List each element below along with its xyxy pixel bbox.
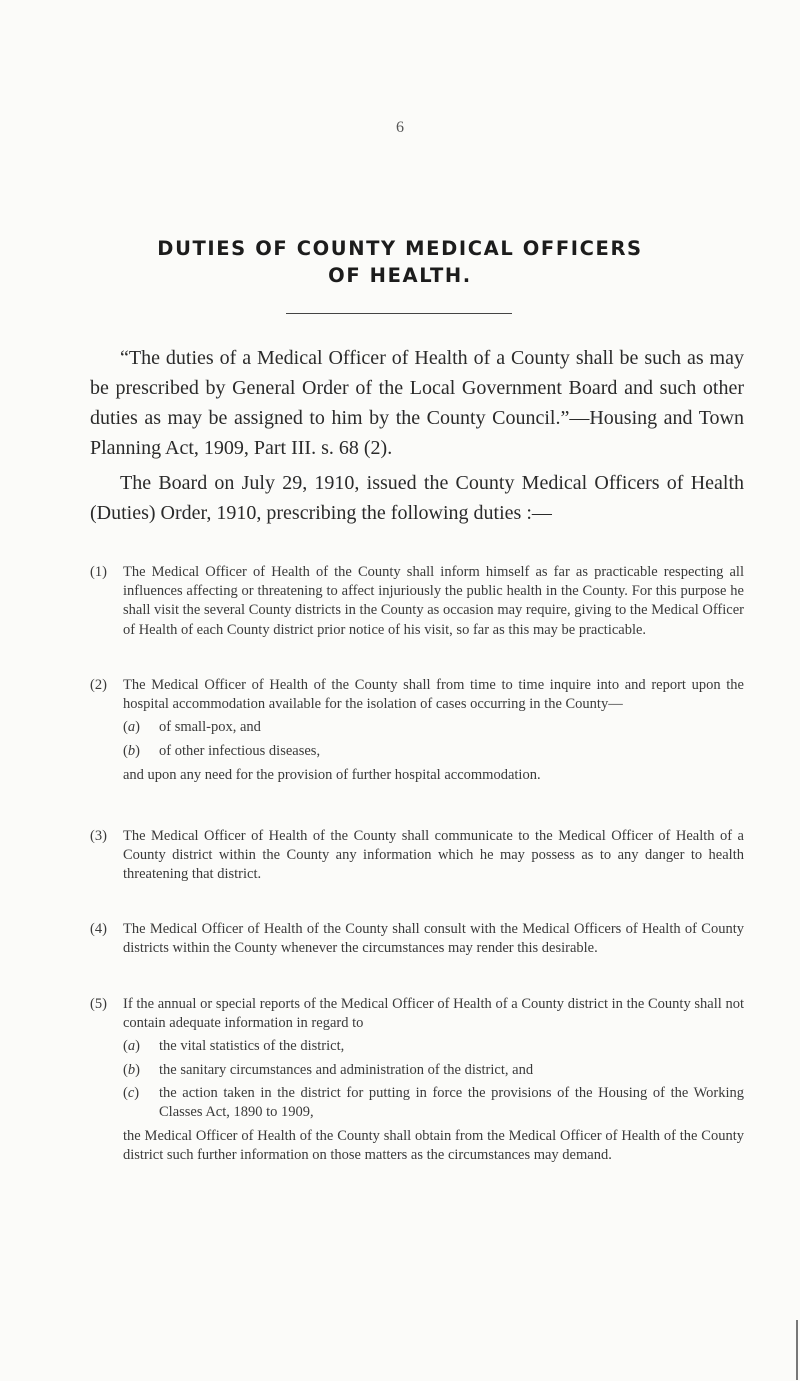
duty-item-3: [90, 827, 744, 885]
subitem-letter: (b): [123, 742, 140, 759]
subitem-letter: (b): [123, 1061, 140, 1078]
duty-text: If the annual or special reports of the Medical Officer of Health of a County district in the County shall not contain adequate information in regard to: [123, 996, 744, 1032]
duty-item-5: [90, 995, 744, 1166]
board-order-paragraph: The Board on July 29, 1910, issued the County Medical Officers of Health (Duties) Order, 1910, prescribing the following duties :—: [90, 472, 744, 524]
duty-subitem: [123, 718, 744, 737]
duty-number: (2): [90, 677, 107, 693]
duty-trailing-text: the Medical Officer of Health of the County shall obtain from the Medical Officer of Health of the County district such further information on those matters as the circumstances may demand.: [123, 1128, 744, 1164]
duty-trailing-text: and upon any need for the provision of further hospital accommodation.: [123, 766, 541, 783]
duty-number: (3): [90, 828, 107, 844]
subitem-letter: (a): [123, 1038, 140, 1055]
duty-text: The Medical Officer of Health of the County shall inform himself as far as practicable respecting all influences affecting or threatening to affect injuriously the public health in the County. For this purpose he shall visit the several County districts in the County as occasion may require, giving to the Medical Officer of Health of each County district prior notice of his visit, so far as this may be practicable.: [123, 564, 744, 638]
subitem-letter: (a): [123, 719, 140, 736]
duty-text: The Medical Officer of Health of the County shall consult with the Medical Officers of Health of County districts within the County whenever the circumstances may render this desirable.: [123, 921, 744, 957]
duty-number: (4): [90, 921, 107, 937]
subitem-text: of small-pox, and: [159, 719, 261, 736]
scan-edge-mark: [796, 1320, 798, 1380]
subitem-text: the vital statistics of the district,: [159, 1038, 345, 1055]
duty-text: The Medical Officer of Health of the County shall communicate to the Medical Officer of Health of a County district within the County any information which he may possess as to any danger to health threatening that district.: [123, 828, 744, 883]
duty-subitem: [123, 1037, 744, 1056]
duty-number: (5): [90, 996, 107, 1012]
duty-item-1: [90, 563, 744, 640]
subitem-text: the sanitary circumstances and administration of the district, and: [159, 1061, 534, 1078]
duty-number: (1): [90, 564, 107, 580]
duty-subitem: [123, 1084, 744, 1122]
subitem-letter: (c): [123, 1084, 140, 1101]
subitem-text: the action taken in the district for putting in force the provisions of the Housing of the Working Classes Act, 1890 to 1909,: [159, 1084, 744, 1121]
intro-quote: “The duties of a Medical Officer of Health of a County shall be such as may be prescribed by General Order of the Local Government Board and such other duties as may be assigned to him by the County Council.”—Housing and Town Planning Act, 1909, Part III. s. 68 (2).: [90, 347, 744, 459]
duty-item-2: [90, 676, 744, 785]
duty-subitem: [123, 1061, 744, 1080]
duty-text: The Medical Officer of Health of the County shall from time to time inquire into and report upon the hospital accommodation available for the isolation of cases occurring in the County—: [123, 677, 744, 713]
duty-subitem: [123, 742, 744, 761]
title-line-2: OF HEALTH.: [328, 264, 472, 287]
title-line-1: DUTIES OF COUNTY MEDICAL OFFICERS: [157, 237, 643, 260]
duty-item-4: [90, 920, 744, 958]
title-divider: [286, 313, 512, 314]
subitem-text: of other infectious diseases,: [159, 742, 321, 759]
page-title: [0, 235, 800, 289]
page-number: 6: [396, 119, 404, 136]
